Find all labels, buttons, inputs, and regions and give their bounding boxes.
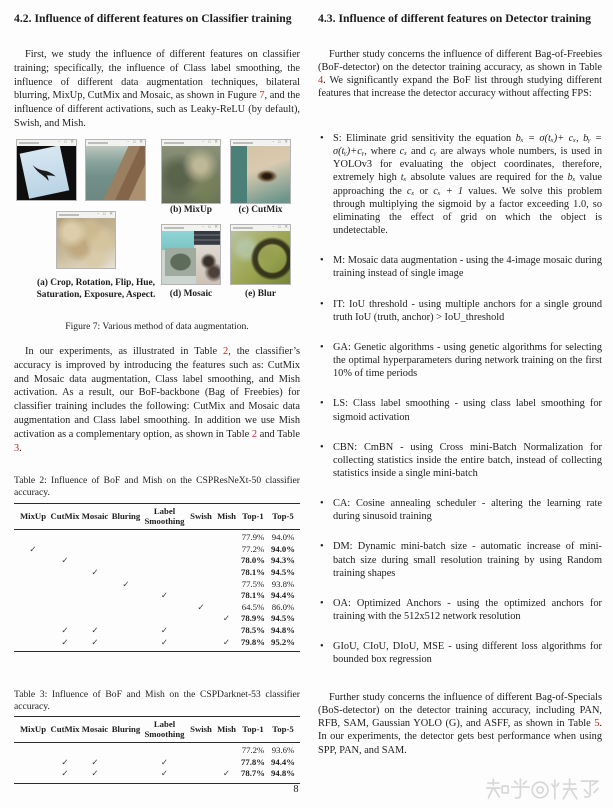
text-run: are always whole numbers, is used in YOLOv3 for evaluating the object coordinates, therefore, extremely high bbox=[333, 146, 603, 184]
table-ref-link[interactable]: 5 bbox=[594, 718, 600, 730]
accuracy-cell: 78.1% bbox=[241, 590, 265, 601]
table-row bbox=[14, 567, 300, 579]
paragraph-detector-intro bbox=[318, 48, 602, 101]
math-run: bₓ bbox=[567, 172, 576, 184]
window-controls-icon: – ▫ ✕ bbox=[127, 140, 144, 145]
watermark-zhihu bbox=[485, 776, 603, 802]
table-row bbox=[14, 768, 300, 780]
column-header: MixUp bbox=[19, 510, 47, 521]
figure-7-caption: Figure 7: Various method of data augmentation. bbox=[65, 321, 249, 332]
window-controls-icon: – ▫ ✕ bbox=[58, 140, 75, 145]
text-run: , and the influence of different activations, such as Leaky-ReLU (by default), Swish, and Mish. bbox=[14, 90, 300, 129]
window-controls-icon: – ▫ ✕ bbox=[202, 140, 219, 145]
photo-area bbox=[162, 146, 220, 203]
table-2-header bbox=[14, 504, 300, 530]
text-run: IT: IoU threshold - using multiple anchors for a single ground truth IoU (truth, anchor) > IoU_threshold bbox=[333, 298, 602, 323]
bullet-icon: • bbox=[320, 398, 324, 410]
column-header: Top-1 bbox=[242, 723, 264, 734]
window-title bbox=[88, 142, 108, 144]
checkmark-icon: ✓ bbox=[61, 624, 69, 635]
accuracy-cell: 77.2% bbox=[241, 543, 265, 554]
accuracy-cell: 79.8% bbox=[241, 636, 265, 647]
text-run: GA: Genetic algorithms - using genetic algorithms for selecting the optimal hyperparameters during network training on the first 10% of time periods bbox=[333, 341, 602, 380]
checkmark-icon: ✓ bbox=[91, 756, 99, 767]
checkmark-icon: ✓ bbox=[91, 566, 99, 577]
augmentation-image-mixup bbox=[161, 139, 221, 204]
accuracy-cell: 94.5% bbox=[271, 613, 295, 624]
table-ref-link[interactable]: 2 bbox=[251, 428, 258, 440]
column-header: Bluring bbox=[111, 510, 141, 521]
table-row bbox=[14, 625, 300, 637]
column-header: Label Smoothing bbox=[144, 719, 185, 739]
list-item bbox=[318, 397, 602, 423]
column-header: Swish bbox=[190, 510, 212, 521]
text-run: , where bbox=[364, 146, 400, 158]
checkmark-icon: ✓ bbox=[197, 601, 205, 612]
section-number: 4.3. bbox=[318, 12, 336, 25]
text-run: In our experiments, as illustrated in Table bbox=[25, 346, 224, 357]
photo-area bbox=[162, 231, 220, 284]
photo-area bbox=[86, 146, 145, 200]
accuracy-cell: 93.6% bbox=[271, 745, 295, 756]
figure-7 bbox=[14, 139, 300, 311]
checkmark-icon: ✓ bbox=[91, 768, 99, 779]
window-title bbox=[164, 227, 184, 229]
accuracy-cell: 94.4% bbox=[271, 756, 295, 767]
accuracy-cell: 78.7% bbox=[241, 768, 265, 779]
text-run: GIoU, CIoU, DIoU, MSE - using different loss algorithms for bounded box regression bbox=[333, 641, 602, 666]
photo-area bbox=[17, 146, 76, 200]
column-header: Top-5 bbox=[272, 723, 294, 734]
augmentation-image-sea-rocks bbox=[85, 139, 146, 201]
math-run: cₓ + 1 bbox=[433, 185, 464, 197]
list-item bbox=[318, 298, 602, 324]
text-run: and Table bbox=[257, 428, 300, 440]
table-row bbox=[14, 602, 300, 614]
augmentation-image-blur bbox=[230, 224, 291, 285]
accuracy-cell: 78.0% bbox=[241, 555, 265, 566]
text-run: Further study concerns the influence of different Bag-of-Freebies (BoF-detector) on the detector training accuracy, as shown in Table bbox=[318, 49, 602, 74]
column-header: Label Smoothing bbox=[144, 506, 185, 526]
checkmark-icon: ✓ bbox=[61, 756, 69, 767]
text-run: values. We solve this problem through multiplying the sigmoid by a factor exceeding 1.0, so eliminating the effect of grid on which the object is undetectable. bbox=[333, 185, 602, 237]
photo-area bbox=[231, 146, 290, 203]
bullet-icon: • bbox=[320, 133, 324, 144]
page-number: 8 bbox=[293, 784, 299, 795]
text-run: , the classifier’s accuracy is improved by introducing the features such as: CutMix and Mosaic data augmentation, Class label smoothing, and Mish activation. As a result, our BoF-backbone (Bag of Freebies) for classifier training includes the following: CutMix and Mosaic data augmentation and Class label smoothing. In addition we use Mish activation as a complementary option, as shown in Table bbox=[14, 346, 300, 440]
checkmark-icon: ✓ bbox=[160, 590, 169, 601]
checkmark-icon: ✓ bbox=[61, 636, 69, 647]
checkmark-icon: ✓ bbox=[91, 624, 99, 635]
checkmark-icon: ✓ bbox=[122, 578, 130, 589]
accuracy-cell: 78.1% bbox=[241, 566, 265, 577]
accuracy-cell: 86.0% bbox=[271, 601, 295, 612]
table-row bbox=[14, 590, 300, 602]
table-row bbox=[14, 532, 300, 544]
table-row bbox=[14, 757, 300, 769]
paragraph-experiments bbox=[14, 345, 300, 455]
math-run: cᵧ bbox=[429, 146, 437, 158]
window-title bbox=[233, 142, 253, 144]
column-header: Mish bbox=[217, 723, 236, 734]
bird-silhouette-icon bbox=[27, 154, 61, 188]
accuracy-cell: 94.8% bbox=[271, 624, 295, 635]
accuracy-cell: 94.4% bbox=[271, 590, 295, 601]
accuracy-cell: 77.5% bbox=[241, 578, 265, 589]
table-row bbox=[14, 613, 300, 625]
window-title bbox=[59, 214, 79, 216]
accuracy-cell: 95.2% bbox=[271, 636, 295, 647]
bullet-icon: • bbox=[320, 541, 324, 553]
table-row bbox=[14, 745, 300, 757]
mosaic-tile bbox=[162, 231, 194, 250]
checkmark-icon: ✓ bbox=[160, 636, 169, 647]
column-header: Top-1 bbox=[242, 510, 264, 521]
augmentation-image-crop-group bbox=[56, 211, 116, 269]
mosaic-tile bbox=[194, 231, 220, 245]
augmentation-image-mosaic bbox=[161, 224, 221, 285]
accuracy-cell: 77.8% bbox=[241, 756, 265, 767]
accuracy-cell: 94.8% bbox=[271, 768, 295, 779]
column-header: CutMix bbox=[50, 510, 80, 521]
accuracy-cell: 94.5% bbox=[271, 566, 295, 577]
bullet-icon: • bbox=[320, 498, 324, 510]
table-row bbox=[14, 579, 300, 591]
accuracy-cell: 94.3% bbox=[271, 555, 295, 566]
text-run: First, we study the influence of different features on classifier training; specifically, the influence of Class label smoothing, the influence of different data augmentation techniques, bilateral blurring, MixUp, CutMix and Mosaic, as shown in Fugure bbox=[14, 49, 300, 102]
accuracy-cell: 77.9% bbox=[241, 532, 265, 543]
subcaption-a bbox=[14, 278, 178, 301]
accuracy-cell: 94.0% bbox=[271, 543, 295, 554]
photo-area bbox=[231, 231, 290, 284]
checkmark-icon: ✓ bbox=[61, 555, 69, 566]
accuracy-cell: 78.9% bbox=[241, 613, 265, 624]
text-run: CBN: CmBN - using Cross mini-Batch Normalization for collecting statistics inside the entire batch, instead of collecting statistics inside a single mini-batch bbox=[333, 441, 602, 479]
text-run: . In our experiments, the detector gets best performance when using SPP, PAN, and SAM. bbox=[318, 718, 602, 756]
bullet-icon: • bbox=[320, 641, 324, 653]
column-header: CutMix bbox=[50, 723, 80, 734]
subcaption-b: (b) MixUp bbox=[170, 205, 212, 215]
text-run: M: Mosaic data augmentation - using the 4-image mosaic during training instead of single image bbox=[333, 255, 602, 280]
window-controls-icon: – ▫ ✕ bbox=[202, 225, 219, 230]
text-run: S: Eliminate grid sensitivity the equation bbox=[333, 133, 516, 144]
column-header: Mosaic bbox=[81, 510, 109, 521]
list-item bbox=[318, 540, 602, 579]
list-item bbox=[318, 254, 602, 280]
math-run: cₓ bbox=[406, 185, 415, 197]
window-controls-icon: – ▫ ✕ bbox=[272, 225, 289, 230]
paragraph-bos-detector bbox=[318, 691, 602, 757]
augmentation-image-cutmix bbox=[230, 139, 291, 204]
accuracy-cell: 77.2% bbox=[241, 745, 265, 756]
table-2 bbox=[14, 503, 300, 652]
section-title: Influence of different features on Classifier training bbox=[34, 12, 292, 25]
text-run: Saturation, Exposure, Aspect. bbox=[36, 289, 156, 300]
table-row bbox=[14, 555, 300, 567]
table-ref-link[interactable]: 3 bbox=[14, 442, 20, 454]
column-header: Mish bbox=[217, 510, 236, 521]
column-header: Swish bbox=[190, 723, 212, 734]
checkmark-icon: ✓ bbox=[160, 768, 169, 779]
section-heading-4-2 bbox=[14, 12, 300, 27]
mosaic-tile bbox=[165, 248, 196, 276]
list-item bbox=[318, 597, 602, 623]
list-item bbox=[318, 132, 602, 237]
checkmark-icon: ✓ bbox=[29, 543, 37, 554]
table-row bbox=[14, 637, 300, 649]
subcaption-d: (d) Mosaic bbox=[169, 289, 213, 299]
text-run: LS: Class label smoothing - using class label smoothing for sigmoid activation bbox=[333, 398, 602, 423]
accuracy-cell: 93.8% bbox=[271, 578, 295, 589]
augmentation-image-bird bbox=[16, 139, 77, 201]
text-run: or bbox=[414, 185, 434, 197]
column-header: Bluring bbox=[111, 723, 141, 734]
window-controls-icon: – ▫ ✕ bbox=[272, 140, 289, 145]
table-ref-link[interactable]: 2 bbox=[223, 346, 229, 357]
table-3 bbox=[14, 716, 300, 784]
window-title bbox=[164, 142, 184, 144]
text-run: (a) Crop, Rotation, Flip, Hue, bbox=[36, 278, 156, 288]
text-run: value approaching the bbox=[333, 172, 602, 197]
bullet-icon: • bbox=[320, 255, 324, 267]
bullet-icon: • bbox=[320, 298, 324, 310]
text-run: absolute values are required for the bbox=[406, 172, 568, 184]
section-title: Influence of different features on Detector training bbox=[338, 12, 591, 25]
text-run: . We significantly expand the BoF list through studying different features that increase the detector accuracy without affecting FPS: bbox=[318, 75, 602, 100]
table-row bbox=[14, 544, 300, 556]
list-item bbox=[318, 640, 602, 666]
table-3-body bbox=[14, 743, 300, 783]
text-run: DM: Dynamic mini-batch size - automatic increase of mini-batch size during small resolution training by using Random training shapes bbox=[333, 541, 602, 579]
rotated-photo bbox=[20, 146, 70, 199]
checkmark-icon: ✓ bbox=[222, 636, 231, 647]
bullet-icon: • bbox=[320, 341, 324, 353]
checkmark-icon: ✓ bbox=[222, 768, 231, 779]
accuracy-cell: 64.5% bbox=[241, 601, 265, 612]
figure-ref-link[interactable]: 7 bbox=[259, 90, 265, 102]
text-run: CA: Cosine annealing scheduler - altering the learning rate during sinusoid training bbox=[333, 498, 602, 523]
list-item bbox=[318, 341, 602, 380]
bof-feature-list bbox=[318, 132, 602, 684]
section-number: 4.2. bbox=[14, 12, 32, 25]
table-ref-link[interactable]: 4 bbox=[318, 75, 324, 87]
checkmark-icon: ✓ bbox=[91, 636, 99, 647]
accuracy-cell: 94.0% bbox=[271, 532, 295, 543]
table-3-header bbox=[14, 717, 300, 743]
text-run: Further study concerns the influence of different Bag-of-Specials (BoS-detector) on the detector training accuracy, including PAN, RFB, SAM, Gaussian YOLO (G), and ASFF, as shown in Table bbox=[318, 692, 602, 730]
math-run: tₓ bbox=[400, 172, 407, 184]
checkmark-icon: ✓ bbox=[160, 756, 169, 767]
photo-area bbox=[57, 218, 115, 268]
bullet-icon: • bbox=[320, 441, 324, 453]
window-title bbox=[233, 227, 253, 229]
accuracy-cell: 78.5% bbox=[241, 624, 265, 635]
paragraph-classifier-intro bbox=[14, 48, 300, 131]
list-item bbox=[318, 441, 602, 480]
window-title bbox=[19, 142, 39, 144]
math-run: cₓ bbox=[399, 146, 408, 158]
list-item bbox=[318, 497, 602, 523]
column-header: Top-5 bbox=[272, 510, 294, 521]
subcaption-e: (e) Blur bbox=[245, 289, 276, 299]
checkmark-icon: ✓ bbox=[222, 613, 231, 624]
bullet-icon: • bbox=[320, 597, 324, 609]
math-run: bₓ = σ(tₓ)+ cₓ, bᵧ = σ(tᵧ)+cᵧ bbox=[333, 133, 602, 158]
column-header: Mosaic bbox=[81, 723, 109, 734]
table-2-caption: Table 2: Influence of BoF and Mish on the CSPResNeXt-50 classifier accuracy. bbox=[14, 475, 300, 499]
text-run: OA: Optimized Anchors - using the optimized anchors for training with the 512x512 network resolution bbox=[333, 597, 602, 623]
text-run: and bbox=[407, 146, 430, 158]
table-3-caption: Table 3: Influence of BoF and Mish on the CSPDarknet-53 classifier accuracy. bbox=[14, 689, 300, 713]
section-heading-4-3 bbox=[318, 12, 602, 27]
checkmark-icon: ✓ bbox=[160, 624, 169, 635]
column-header: MixUp bbox=[19, 723, 47, 734]
text-run: . bbox=[19, 442, 22, 454]
table-2-body bbox=[14, 530, 300, 651]
checkmark-icon: ✓ bbox=[61, 768, 69, 779]
window-controls-icon: – ▫ ✕ bbox=[97, 212, 114, 217]
subcaption-c: (c) CutMix bbox=[238, 205, 283, 215]
mosaic-tile bbox=[196, 245, 220, 284]
